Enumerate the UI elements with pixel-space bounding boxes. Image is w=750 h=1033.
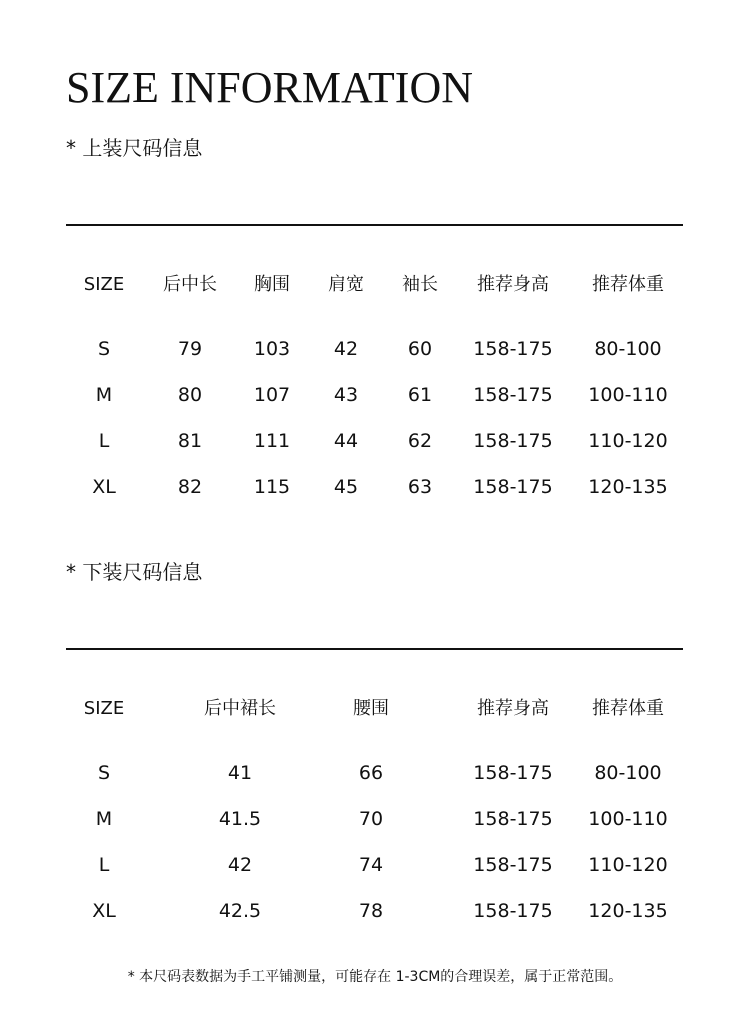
cell-height: 158-175 [473,430,553,452]
cell-size: L [98,854,110,876]
cell-sleeve: 63 [407,476,433,498]
cell-height: 158-175 [473,384,553,406]
cell-back-length: 79 [177,338,203,360]
header-recommended-weight: 推荐体重 [592,698,664,719]
table-row [0,896,750,926]
header-chest: 胸围 [254,274,290,295]
table-row [0,804,750,834]
cell-back-length: 80 [177,384,203,406]
table-row [0,472,750,502]
header-recommended-weight: 推荐体重 [592,274,664,295]
cell-waist: 66 [358,762,384,784]
cell-size: L [98,430,110,452]
cell-weight: 110-120 [588,854,668,876]
cell-chest: 111 [253,430,291,452]
cell-height: 158-175 [473,762,553,784]
header-sleeve: 袖长 [402,274,438,295]
cell-waist: 70 [358,808,384,830]
page-title: SIZE INFORMATION [66,63,473,112]
cell-shoulder: 42 [333,338,359,360]
cell-skirt-length: 42.5 [218,900,262,922]
cell-weight: 120-135 [588,476,668,498]
cell-sleeve: 60 [407,338,433,360]
cell-size: S [97,762,111,784]
cell-height: 158-175 [473,338,553,360]
cell-weight: 80-100 [594,762,662,784]
header-size: SIZE [83,698,125,719]
cell-sleeve: 61 [407,384,433,406]
table-row [0,334,750,364]
cell-skirt-length: 41.5 [218,808,262,830]
cell-back-length: 81 [177,430,203,452]
cell-shoulder: 43 [333,384,359,406]
measurement-footnote: * 本尺码表数据为手工平铺测量，可能存在 1-3CM的合理误差，属于正常范围。 [127,969,623,985]
cell-sleeve: 62 [407,430,433,452]
cell-size: XL [92,900,116,922]
cell-waist: 74 [358,854,384,876]
bottom-section-label: * 下装尺码信息 [66,560,203,584]
header-shoulder: 肩宽 [328,274,364,295]
header-back-skirt-length: 后中裙长 [204,698,276,719]
header-back-length: 后中长 [163,274,217,295]
cell-weight: 120-135 [588,900,668,922]
cell-height: 158-175 [473,476,553,498]
table-row [0,380,750,410]
cell-skirt-length: 42 [227,854,253,876]
cell-weight: 100-110 [588,808,668,830]
cell-weight: 80-100 [594,338,662,360]
cell-shoulder: 45 [333,476,359,498]
cell-size: XL [92,476,116,498]
cell-size: M [95,808,113,830]
cell-shoulder: 44 [333,430,359,452]
header-recommended-height: 推荐身高 [477,698,549,719]
top-table-header [0,270,750,300]
cell-height: 158-175 [473,854,553,876]
cell-weight: 100-110 [588,384,668,406]
cell-height: 158-175 [473,900,553,922]
header-size: SIZE [83,274,125,295]
cell-back-length: 82 [177,476,203,498]
cell-chest: 103 [253,338,291,360]
table-row [0,850,750,880]
header-waist: 腰围 [353,698,389,719]
cell-chest: 107 [253,384,291,406]
header-recommended-height: 推荐身高 [477,274,549,295]
table-row [0,426,750,456]
cell-size: S [97,338,111,360]
table-row [0,758,750,788]
cell-weight: 110-120 [588,430,668,452]
top-section-label: * 上装尺码信息 [66,136,203,160]
cell-chest: 115 [253,476,291,498]
cell-size: M [95,384,113,406]
cell-height: 158-175 [473,808,553,830]
top-section-divider [66,224,683,226]
cell-skirt-length: 41 [227,762,253,784]
cell-waist: 78 [358,900,384,922]
bottom-section-divider [66,648,683,650]
bottom-table-header [0,694,750,724]
